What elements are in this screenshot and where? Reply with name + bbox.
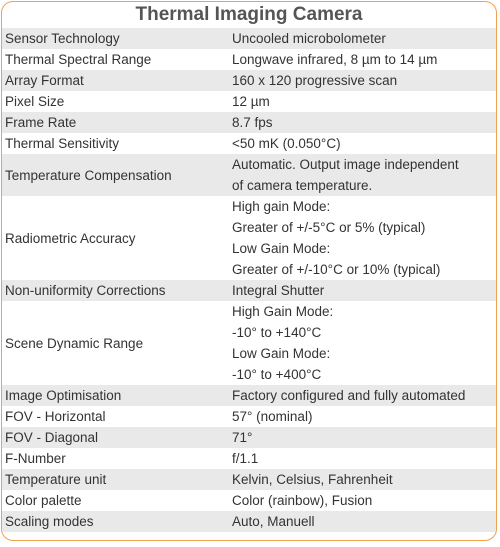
spec-row bbox=[2, 385, 496, 406]
spec-value-line: 8.7 fps bbox=[232, 115, 273, 130]
spec-label: FOV - Horizontal bbox=[5, 409, 106, 424]
spec-label: Pixel Size bbox=[5, 94, 65, 109]
spec-value-line: 71° bbox=[232, 430, 253, 445]
spec-value-line: Factory configured and fully automated bbox=[232, 388, 466, 403]
spec-label: FOV - Diagonal bbox=[2, 427, 229, 448]
spec-value bbox=[229, 511, 496, 532]
spec-row bbox=[2, 280, 496, 301]
spec-row bbox=[2, 511, 496, 532]
spec-value bbox=[229, 133, 496, 154]
spec-label: Color palette bbox=[5, 493, 82, 508]
spec-row bbox=[2, 49, 496, 70]
card-title: Thermal Imaging Camera bbox=[135, 4, 363, 25]
spec-label: Thermal Sensitivity bbox=[5, 136, 120, 151]
spec-label: F-Number bbox=[5, 451, 66, 466]
spec-label: Temperature Compensation bbox=[2, 154, 229, 196]
spec-value-line: Color (rainbow), Fusion bbox=[232, 493, 373, 508]
spec-value-line: High gain Mode: bbox=[232, 199, 331, 214]
spec-row bbox=[2, 301, 496, 385]
spec-value-line: -10° to +140°C bbox=[232, 325, 322, 340]
spec-label: Temperature unit bbox=[2, 469, 229, 490]
spec-row bbox=[2, 70, 496, 91]
spec-row bbox=[2, 91, 496, 112]
spec-row bbox=[2, 154, 496, 196]
spec-value bbox=[229, 112, 496, 133]
spec-row bbox=[2, 406, 496, 427]
spec-value-line: Greater of +/-10°C or 10% (typical) bbox=[232, 262, 441, 277]
spec-value-line: High Gain Mode: bbox=[232, 304, 334, 319]
spec-value-line: Low Gain Mode: bbox=[232, 241, 331, 256]
spec-value-line: Longwave infrared, 8 µm to 14 µm bbox=[232, 52, 438, 67]
spec-value-line: <50 mK (0.050°C) bbox=[232, 136, 341, 151]
spec-value bbox=[229, 385, 496, 406]
spec-label: Image Optimisation bbox=[2, 385, 229, 406]
spec-value bbox=[229, 196, 496, 280]
spec-value bbox=[229, 490, 496, 511]
spec-value-line: Greater of +/-5°C or 5% (typical) bbox=[232, 220, 426, 235]
spec-value bbox=[229, 49, 496, 70]
spec-value bbox=[229, 301, 496, 385]
spec-row bbox=[2, 427, 496, 448]
spec-label: Sensor Technology bbox=[2, 28, 229, 49]
spec-value-line: 160 x 120 progressive scan bbox=[232, 73, 398, 88]
spec-value bbox=[229, 469, 496, 490]
spec-label: Scaling modes bbox=[2, 511, 229, 532]
spec-row bbox=[2, 112, 496, 133]
spec-value-line: Low Gain Mode: bbox=[232, 346, 331, 361]
spec-value-line: Integral Shutter bbox=[232, 283, 325, 298]
spec-row bbox=[2, 490, 496, 511]
spec-value bbox=[229, 28, 496, 49]
spec-value-line: 57° (nominal) bbox=[232, 409, 313, 424]
spec-value bbox=[229, 154, 496, 196]
spec-value-line: Automatic. Output image independent bbox=[232, 157, 459, 172]
spec-row bbox=[2, 469, 496, 490]
spec-table-body bbox=[2, 28, 496, 532]
spec-value bbox=[229, 280, 496, 301]
spec-value-line: of camera temperature. bbox=[232, 178, 373, 193]
spec-label: Non-uniformity Corrections bbox=[2, 280, 229, 301]
spec-value bbox=[229, 70, 496, 91]
spec-value-line: Auto, Manuell bbox=[232, 514, 315, 529]
spec-label: Scene Dynamic Range bbox=[5, 335, 144, 351]
spec-row bbox=[2, 28, 496, 49]
spec-label: Thermal Spectral Range bbox=[5, 52, 152, 67]
spec-card bbox=[1, 1, 497, 541]
spec-value bbox=[229, 91, 496, 112]
spec-row bbox=[2, 133, 496, 154]
spec-value-line: 12 µm bbox=[232, 94, 270, 109]
spec-value-line: Uncooled microbolometer bbox=[232, 31, 386, 46]
spec-value bbox=[229, 448, 496, 469]
spec-row bbox=[2, 448, 496, 469]
spec-value-line: f/1.1 bbox=[232, 451, 259, 466]
spec-value bbox=[229, 427, 496, 448]
spec-label: Array Format bbox=[2, 70, 229, 91]
spec-label: Radiometric Accuracy bbox=[5, 230, 136, 246]
spec-value bbox=[229, 406, 496, 427]
spec-row bbox=[2, 196, 496, 280]
spec-table bbox=[2, 28, 496, 532]
spec-label: Frame Rate bbox=[2, 112, 229, 133]
spec-value-line: -10° to +400°C bbox=[232, 367, 322, 382]
spec-value-line: Kelvin, Celsius, Fahrenheit bbox=[232, 472, 393, 487]
